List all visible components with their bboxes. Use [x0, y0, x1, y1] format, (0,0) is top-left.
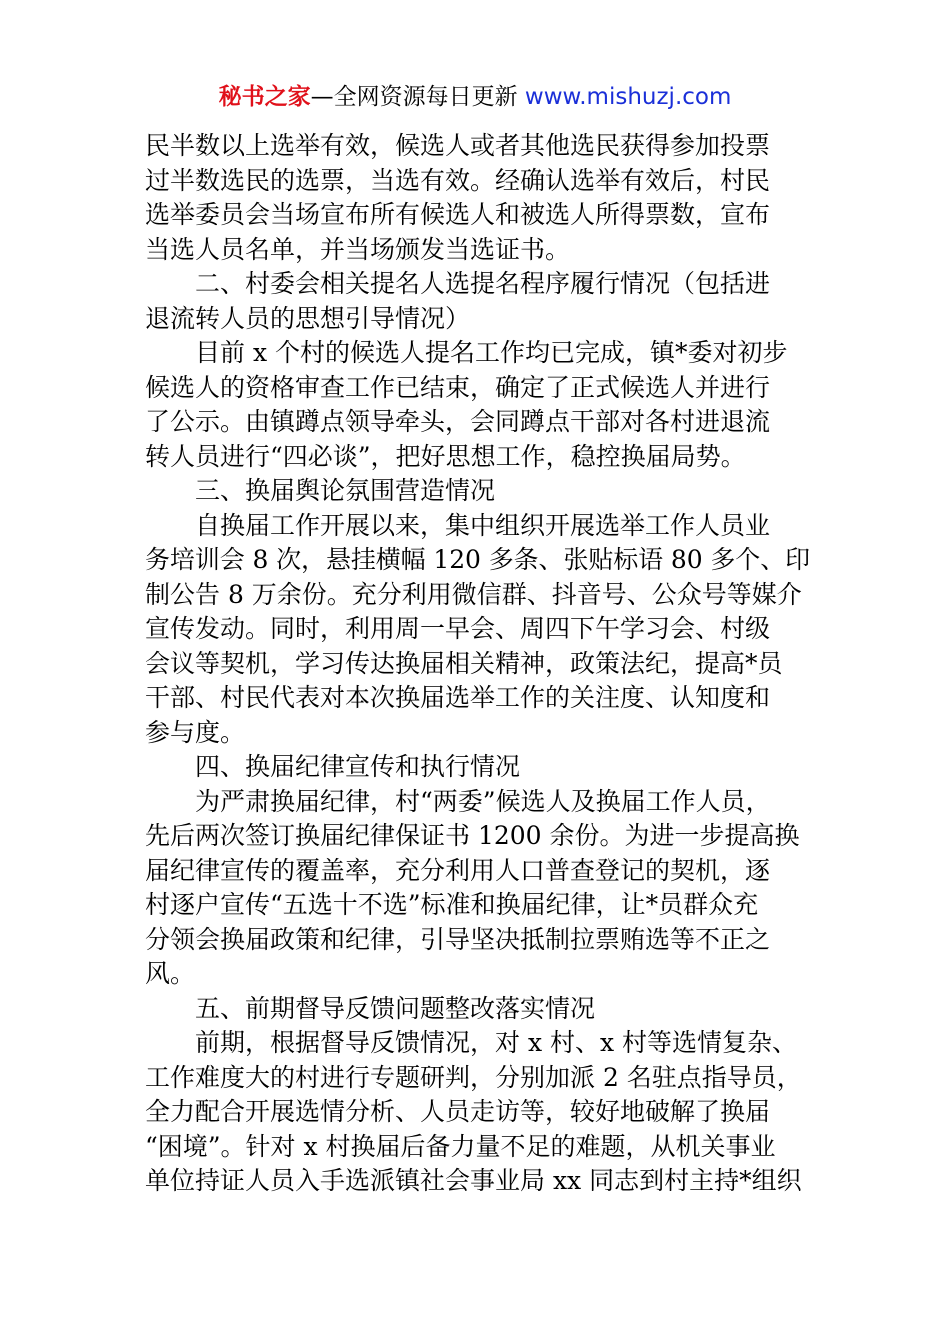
- text-line: 参与度。: [145, 717, 246, 747]
- text-line: 分领会换届政策和纪律，引导坚决抵制拉票贿选等不正之: [145, 924, 771, 954]
- text-line: 过半数选民的选票，当选有效。经确认选举有效后，村民: [145, 165, 771, 195]
- section-heading-5: 五、前期督导反馈问题整改落实情况: [195, 993, 596, 1023]
- text-line: 务培训会 8 次，悬挂横幅 120 多条、张贴标语 80 多个、印: [145, 545, 811, 574]
- text-line: 全力配合开展选情分析、人员走访等，较好地破解了换届: [145, 1097, 771, 1126]
- text-line: 先后两次签订换届纪律保证书 1200 余份。为进一步提高换: [145, 821, 800, 850]
- text-line: 当选人员名单，并当场颁发当选证书。: [145, 234, 571, 264]
- paragraph-start: 为严肃换届纪律，村“两委”候选人及换届工作人员，: [195, 786, 771, 816]
- text-line: 转人员进行“四必谈”，把好思想工作，稳控换届局势。: [145, 441, 746, 471]
- section-heading-2-cont: 退流转人员的思想引导情况）: [145, 303, 471, 333]
- document-body: [145, 129, 810, 1199]
- section-heading-2: 二、村委会相关提名人选提名程序履行情况（包括进: [195, 269, 771, 298]
- brand-name: 秘书之家: [218, 84, 311, 110]
- paragraph-start: 前期，根据督导反馈情况，对 x 村、x 村等选情复杂、: [195, 1028, 798, 1057]
- text-line: 宣传发动。同时，利用周一早会、周四下午学习会、村级: [145, 614, 771, 643]
- header-tagline: —全网资源每日更新: [310, 84, 525, 110]
- text-line: 届纪律宣传的覆盖率，充分利用人口普查登记的契机，逐: [145, 855, 771, 885]
- text-line: 民半数以上选举有效，候选人或者其他选民获得参加投票: [145, 131, 771, 160]
- text-line: 会议等契机，学习传达换届相关精神，政策法纪，提高*员: [145, 648, 783, 678]
- text-line: 候选人的资格审查工作已结束，确定了正式候选人并进行: [145, 372, 771, 402]
- site-url-link[interactable]: www.mishuzj.com: [524, 84, 732, 110]
- paragraph-start: 目前 x 个村的候选人提名工作均已完成，镇*委对初步: [195, 338, 788, 367]
- text-line: “困境”。针对 x 村换届后备力量不足的难题，从机关事业: [145, 1131, 776, 1161]
- text-line: 单位持证人员入手选派镇社会事业局 xx 同志到村主持*组织: [145, 1166, 802, 1195]
- text-line: 制公告 8 万余份。充分利用微信群、抖音号、公众号等媒介: [145, 579, 802, 609]
- text-line: 选举委员会当场宣布所有候选人和被选人所得票数，宣布: [145, 200, 771, 229]
- text-line: 工作难度大的村进行专题研判，分别加派 2 名驻点指导员，: [145, 1062, 802, 1092]
- text-line: 风。: [145, 959, 196, 988]
- site-header: [0, 80, 950, 114]
- section-heading-3: 三、换届舆论氛围营造情况: [195, 476, 496, 505]
- text-line: 了公示。由镇蹲点领导牵头，会同蹲点干部对各村进退流: [145, 407, 771, 436]
- text-line: 村逐户宣传“五选十不选”标准和换届纪律，让*员群众充: [145, 890, 759, 919]
- text-line: 干部、村民代表对本次换届选举工作的关注度、认知度和: [145, 683, 771, 712]
- section-heading-4: 四、换届纪律宣传和执行情况: [195, 752, 521, 781]
- paragraph-start: 自换届工作开展以来，集中组织开展选举工作人员业: [195, 510, 771, 540]
